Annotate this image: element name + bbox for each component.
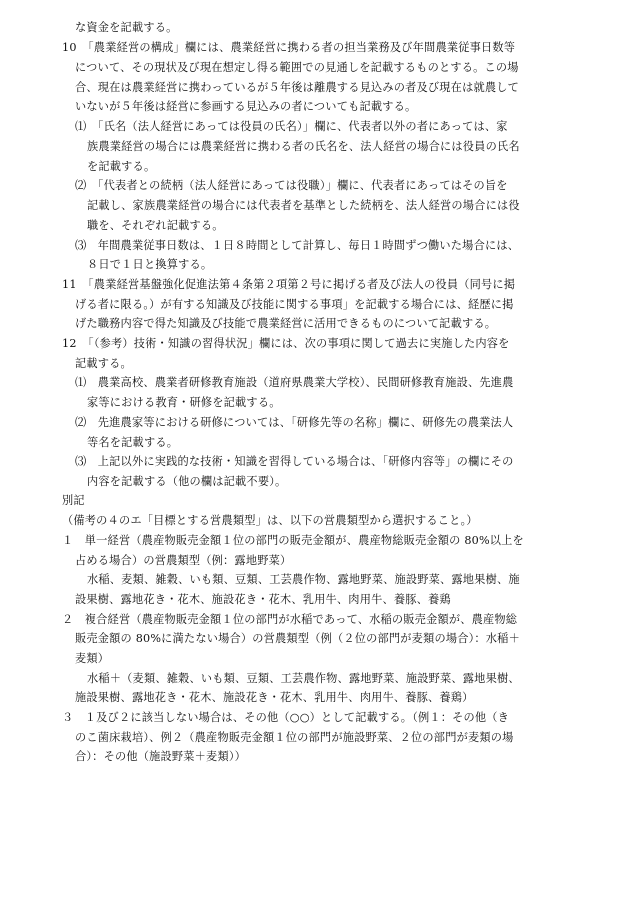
subitem-heading: ⑵ 「代表者との続柄（法人経営にあっては役職）」欄に、代表者にあってはその旨を: [75, 179, 508, 192]
text-line: 合）：その他（施設野菜＋麦類））: [75, 750, 247, 763]
text-line: 占める場合）の営農類型（例：露地野菜）: [75, 554, 292, 567]
type-3-heading: ３ １及び２に該当しない場合は、その他（○○）として記載する。（例１：その他（き: [62, 711, 510, 724]
type-list: 施設果樹、露地花き・花木、施設花き・花木、乳用牛、肉用牛、養豚、養鶏）: [75, 691, 474, 704]
text-line: 販売金額の 80%に満たない場合）の営農類型（例（２位の部門が麦類の場合）：水稲＋: [75, 632, 520, 645]
text-line: いないが５年後は経営に参画する見込みの者についても記載する。: [75, 100, 417, 113]
text-line: 職を、それぞれ記載する。: [87, 219, 224, 232]
item-12-heading: 12 「（参考）技術・知識の習得状況」欄には、次の事項に関して過去に実施した内容を: [62, 337, 510, 350]
appendix-note: （備考の４のエ「目標とする営農類型」は、以下の営農類型から選択すること。）: [62, 514, 478, 527]
text-line: げる者に限る。）が有する知識及び技能に関する事項」を記載する場合には、経歴に掲: [75, 298, 514, 311]
text-line: げた職務内容で得た知識及び技能で農業経営に活用できるものについて記載する。: [75, 317, 497, 330]
appendix-heading: 別記: [62, 494, 85, 507]
subitem-heading: ⑶ 年間農業従事日数は、１日８時間として計算し、毎日１時間ずつ働いた場合には、: [75, 239, 520, 252]
type-list: 設果樹、露地花き・花木、施設花き・花木、乳用牛、肉用牛、養豚、養鶏: [75, 593, 451, 606]
type-1-heading: １ 単一経営（農産物販売金額１位の部門の販売金額が、農産物総販売金額の 80%以上を: [62, 534, 524, 547]
item-11-heading: 11 「農業経営基盤強化促進法第４条第２項第２号に掲げる者及び法人の役員（同号に掲: [62, 278, 516, 291]
text-line: 記載する。: [75, 357, 132, 370]
text-line: 内容を記載する（他の欄は記載不要）。: [87, 475, 287, 488]
text-line: 合、現在は農業経営に携わっているが５年後は離農する見込みの者及び現在は就農して: [75, 81, 520, 94]
type-2-heading: ２ 複合経営（農産物販売金額１位の部門が水稲であって、水稲の販売金額が、農産物総: [62, 613, 518, 626]
text-line: 記載し、家族農業経営の場合には代表者を基準とした続柄を、法人経営の場合には役: [87, 199, 520, 212]
text-line: について、その現状及び現在想定し得る範囲での見通しを記載するものとする。この場: [75, 61, 519, 74]
text-line: 等名を記載する。: [87, 436, 179, 449]
text-line: な資金を記載する。: [75, 21, 178, 34]
type-list: 水稲、麦類、雑穀、いも類、豆類、工芸農作物、露地野菜、施設野菜、露地果樹、施: [87, 573, 520, 586]
subitem-heading: ⑶ 上記以外に実践的な技術・知識を習得している場合は、「研修内容等」の欄にその: [75, 455, 514, 468]
subitem-heading: ⑵ 先進農家等における研修については、「研修先等の名称」欄に、研修先の農業法人: [75, 416, 514, 429]
text-line: ８日で１日と換算する。: [87, 258, 213, 271]
subitem-heading: ⑴ 農業高校、農業者研修教育施設（道府県農業大学校）、民間研修教育施設、先進農: [75, 376, 514, 389]
text-line: 族農業経営の場合には農業経営に携わる者の氏名を、法人経営の場合には役員の氏名: [87, 140, 520, 153]
text-line: を記載する。: [87, 160, 156, 173]
text-line: 麦類）: [75, 652, 110, 665]
type-list: 水稲＋（麦類、雑穀、いも類、豆類、工芸農作物、露地野菜、施設野菜、露地果樹、: [87, 672, 520, 685]
text-line: 家等における教育・研修を記載する。: [87, 396, 281, 409]
item-10-heading: 10 「農業経営の構成」欄には、農業経営に携わる者の担当業務及び年間農業従事日数等: [62, 41, 516, 54]
text-line: のこ菌床栽培）、例２（農産物販売金額１位の部門が施設野菜、２位の部門が麦類の場: [75, 731, 514, 744]
subitem-heading: ⑴ 「氏名（法人経営にあっては役員の氏名）」欄に、代表者以外の者にあっては、家: [75, 120, 508, 133]
